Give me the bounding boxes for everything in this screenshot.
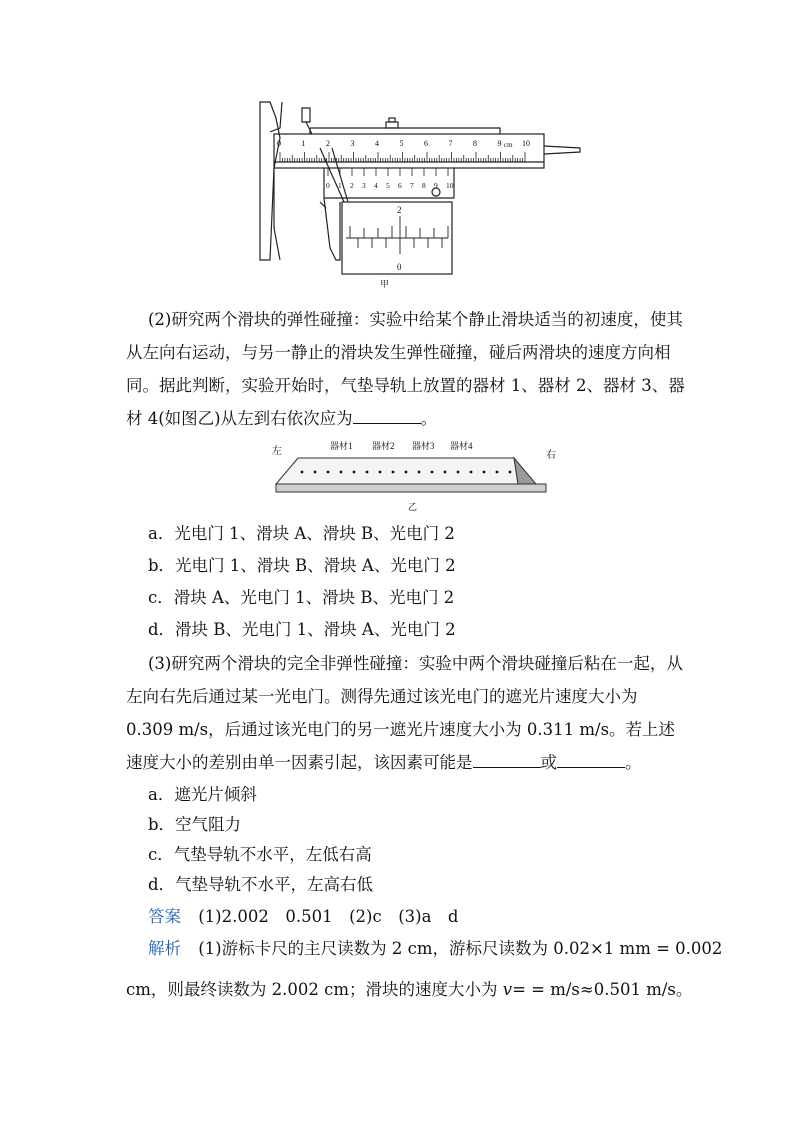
answer-blank[interactable]	[353, 409, 421, 424]
figure-vernier-caliper	[240, 98, 590, 290]
main-scale-label: 10	[522, 139, 530, 148]
right-label: 右	[546, 450, 556, 461]
main-scale-label: 8	[473, 139, 477, 148]
main-scale-label: 7	[448, 139, 453, 148]
analysis-line-1	[148, 934, 722, 964]
main-scale-label: 4	[375, 139, 379, 148]
analysis-text-2a: cm，则最终读数为 2.002 cm；滑块的速度大小为	[126, 980, 503, 999]
vernier-scale-label: 9	[434, 181, 438, 190]
left-label: 左	[272, 446, 282, 457]
option-2c: c．滑块 A、光电门 1、滑块 B、光电门 2	[148, 588, 455, 607]
unit-label: cm	[504, 141, 513, 149]
answer-label: 答案	[148, 907, 181, 926]
option-2b: b．光电门 1、滑块 B、滑块 A、光电门 2	[148, 556, 456, 575]
answer-blank-2[interactable]	[557, 753, 625, 768]
answer-text: (1)2.002 0.501 (2)c (3)a d	[198, 907, 459, 926]
zoom-bottom-label: 0	[397, 262, 402, 272]
zoom-top-label: 2	[397, 205, 402, 215]
option-2a: a．光电门 1、滑块 A、滑块 B、光电门 2	[148, 524, 455, 543]
main-scale-label: 6	[424, 139, 428, 148]
main-scale-label: 2	[326, 139, 330, 148]
vernier-scale-label: 2	[350, 181, 354, 190]
answer-line	[148, 902, 458, 932]
main-scale-label: 5	[399, 139, 404, 148]
answer-blank-1[interactable]	[473, 753, 541, 768]
device-label-1: 器材1	[330, 441, 353, 451]
caption-yi: 乙	[408, 502, 418, 512]
main-scale-label: 1	[301, 139, 306, 148]
main-scale-labels	[277, 139, 530, 148]
vernier-scale-label: 1	[338, 181, 342, 190]
option-2d: d．滑块 B、光电门 1、滑块 A、光电门 2	[148, 620, 456, 639]
question-2-end: 。	[420, 409, 438, 428]
vernier-scale-label: 10	[446, 181, 454, 190]
main-scale-label: 0	[277, 139, 281, 148]
vernier-scale-label: 7	[410, 181, 414, 190]
device-label-4: 器材4	[450, 441, 473, 451]
figure-air-track	[268, 436, 558, 514]
main-scale-label: 9	[497, 139, 502, 148]
velocity-symbol: v	[502, 980, 513, 999]
analysis-line-2	[126, 975, 692, 1005]
question-2-text: (2)研究两个滑块的弹性碰撞：实验中给某个静止滑块适当的初速度，使其从左向右运动，与另一静止的滑块发生弹性碰撞，碰后两滑块的速度方向相同。据此判断，实验开始时，气垫导轨上放置的器材 1、器材 2、器材 3、器材 4(如图乙)从左到右依次应为	[126, 310, 685, 428]
analysis-label: 解析	[148, 939, 181, 958]
option-3c: c．气垫导轨不水平，左低右高	[148, 845, 372, 864]
option-3d: d．气垫导轨不水平，左高右低	[148, 875, 374, 894]
main-scale-ticks	[280, 152, 525, 162]
question-2	[126, 303, 686, 435]
vernier-scale-label: 5	[386, 181, 390, 190]
analysis-text-2b: = = m/s≈0.501 m/s。	[512, 980, 693, 999]
caption-jia: 甲	[380, 279, 390, 289]
vernier-scale-label: 4	[374, 181, 378, 190]
device-label-2: 器材2	[372, 441, 395, 451]
vernier-scale-label: 6	[398, 181, 402, 190]
device-label-3: 器材3	[412, 441, 435, 451]
main-scale-label: 3	[350, 139, 355, 148]
question-3-mid: 或	[540, 753, 557, 772]
question-3-end: 。	[625, 753, 642, 772]
vernier-scale-label: 3	[362, 181, 366, 190]
question-3-text: (3)研究两个滑块的完全非弹性碰撞：实验中两个滑块碰撞后粘在一起，从左向右先后通过某一光电门。测得先通过该光电门的遮光片速度大小为 0.309 m/s，后通过该光电门的另一遮光片速度大小为 0.311 m/s。若上述速度大小的差别由单一因素引起，该因素可能是	[126, 654, 683, 772]
question-3	[126, 647, 686, 779]
vernier-scale-label: 8	[422, 181, 426, 190]
option-3b: b．空气阻力	[148, 815, 242, 834]
vernier-scale-labels	[326, 168, 454, 190]
option-3a: a．遮光片倾斜	[148, 785, 257, 804]
vernier-scale-label: 0	[326, 181, 330, 190]
analysis-text-1: (1)游标卡尺的主尺读数为 2 cm，游标尺读数为 0.02×1 mm = 0.002	[198, 939, 723, 958]
